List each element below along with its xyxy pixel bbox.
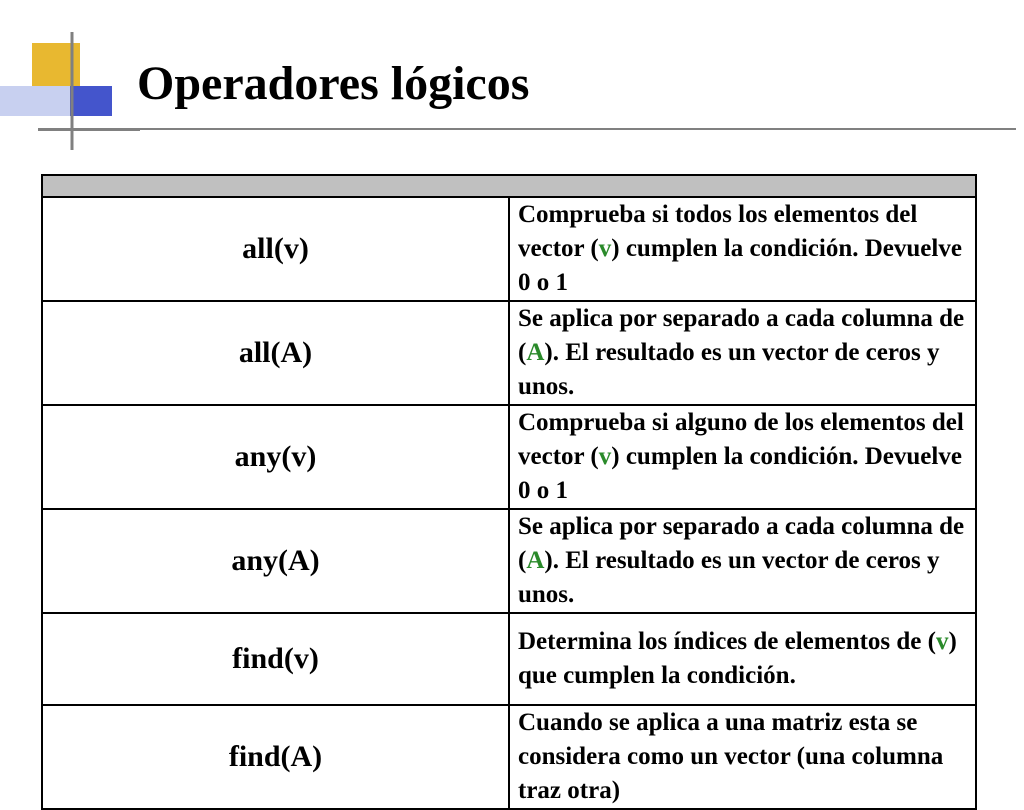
function-cell: any(A)	[42, 509, 509, 613]
table-row	[42, 705, 976, 809]
description-cell: Comprueba si alguno de los elementos del vector (v) cumplen la condición. Devuelve 0 o 1	[509, 405, 976, 509]
description-cell: Se aplica por separado a cada columna de (A). El resultado es un vector de ceros y unos.	[509, 301, 976, 405]
function-cell: any(v)	[42, 405, 509, 509]
description-cell: Determina los índices de elementos de (v) que cumplen la condición.	[509, 613, 976, 705]
function-cell: find(v)	[42, 613, 509, 705]
description-cell: Se aplica por separado a cada columna de (A). El resultado es un vector de ceros y unos.	[509, 509, 976, 613]
table-row	[42, 197, 976, 301]
function-cell: find(A)	[42, 705, 509, 809]
description-cell: Comprueba si todos los elementos del vector (v) cumplen la condición. Devuelve 0 o 1	[509, 197, 976, 301]
variable-highlight: A	[526, 339, 545, 366]
title-divider	[38, 128, 1016, 130]
variable-highlight: v	[598, 235, 612, 262]
page-title: Operadores lógicos	[137, 57, 530, 110]
table-row	[42, 301, 976, 405]
function-cell: all(A)	[42, 301, 509, 405]
function-cell: all(v)	[42, 197, 509, 301]
variable-highlight: A	[526, 547, 545, 574]
description-cell: Cuando se aplica a una matriz esta se considera como un vector (una columna traz otra)	[509, 705, 976, 809]
table-header-cell	[42, 175, 976, 197]
variable-highlight: v	[598, 443, 612, 470]
variable-highlight: v	[935, 628, 949, 655]
table-row	[42, 509, 976, 613]
operators-table	[41, 174, 977, 810]
corner-decoration	[0, 0, 140, 160]
table-row	[42, 405, 976, 509]
table-header-row	[42, 175, 976, 197]
table-row	[42, 613, 976, 705]
